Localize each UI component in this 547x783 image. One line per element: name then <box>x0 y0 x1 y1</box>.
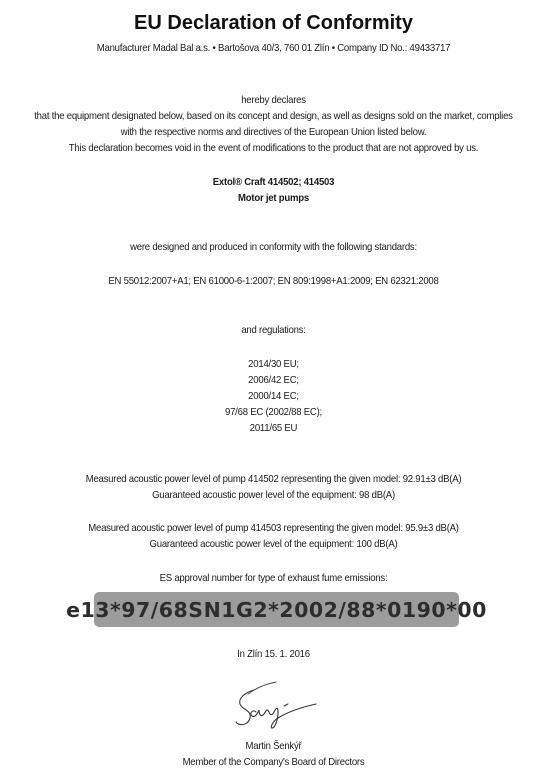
regulation-item: 2014/30 EU; <box>248 359 299 370</box>
place-date: In Zlín 15. 1. 2016 <box>237 649 310 660</box>
approval-label: ES approval number for type of exhaust fume emissions: <box>159 573 388 584</box>
product-type: Motor jet pumps <box>238 193 309 204</box>
approval-number-box <box>66 592 487 627</box>
signatory-name: Martin Šenkýř <box>245 741 302 752</box>
product-name: Extol® Craft 414502; 414503 <box>212 177 335 188</box>
handwritten-signature <box>226 668 326 732</box>
regulation-item: 2011/65 EU <box>249 423 298 434</box>
standards-intro: were designed and produced in conformity with the following standards: <box>130 242 417 253</box>
regulations-intro: and regulations: <box>241 325 306 336</box>
declaration-line-1: hereby declares <box>241 95 306 106</box>
standards-list: EN 55012:2007+A1; EN 61000-6-1:2007; EN 809:1998+A1:2009; EN 62321:2008 <box>108 276 439 287</box>
declaration-line-2: that the equipment designated below, based on its concept and design, as well as designs sold on the market, complies <box>34 111 513 122</box>
approval-number: e13*97/68SN1G2*2002/88*0190*00 <box>66 597 487 622</box>
acoustic-measured-414502: Measured acoustic power level of pump 414502 representing the given model: 92.91±3 dB(A) <box>85 474 462 485</box>
document-title: EU Declaration of Conformity <box>134 12 413 34</box>
signatory-role: Member of the Company's Board of Directors <box>182 757 365 768</box>
acoustic-guaranteed-414502: Guaranteed acoustic power level of the equipment: 98 dB(A) <box>152 490 395 501</box>
acoustic-measured-414503: Measured acoustic power level of pump 414503 representing the given model: 95.9±3 dB(A) <box>88 523 459 534</box>
acoustic-guaranteed-414503: Guaranteed acoustic power level of the equipment: 100 dB(A) <box>149 539 398 550</box>
manufacturer-line: Manufacturer Madal Bal a.s. • Bartošova 40/3, 760 01 Zlín • Company ID No.: 49433717 <box>96 43 451 54</box>
regulation-item: 2000/14 EC; <box>248 391 299 402</box>
declaration-line-4: This declaration becomes void in the event of modifications to the product that are not approved by us. <box>68 143 479 154</box>
regulation-item: 97/68 EC (2002/88 EC); <box>225 407 322 418</box>
regulation-item: 2006/42 EC; <box>248 375 299 386</box>
declaration-line-3: with the respective norms and directives of the European Union listed below. <box>120 127 427 138</box>
